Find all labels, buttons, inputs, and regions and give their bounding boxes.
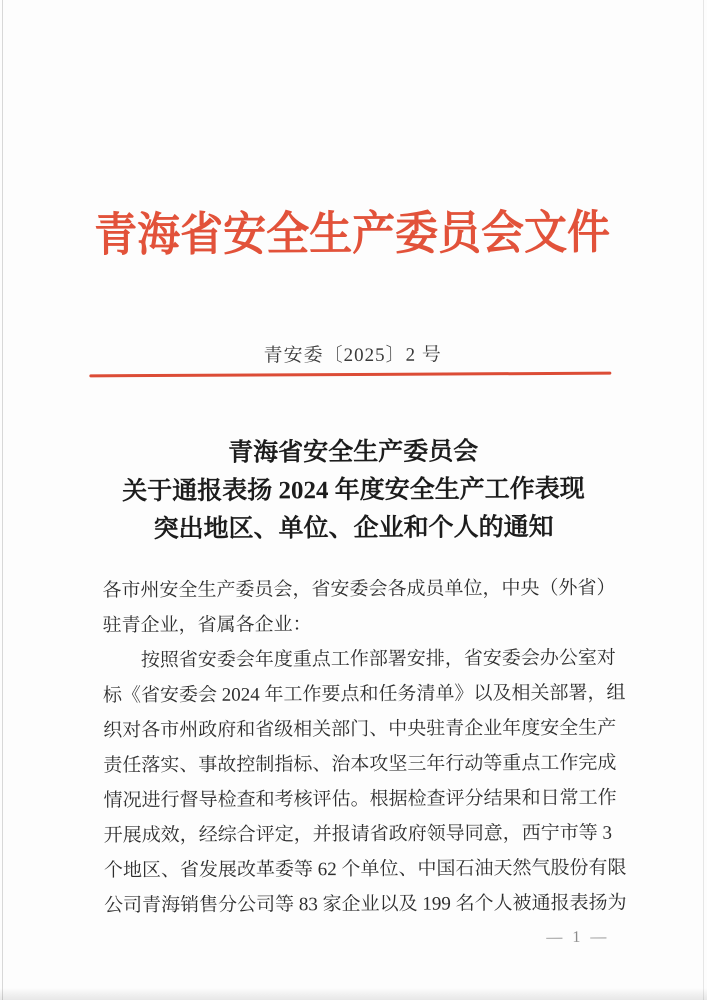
document-title-line-3: 突出地区、单位、企业和个人的通知: [153, 513, 554, 544]
body-line: 责任落实、事故控制指标、治本攻坚三年行动等重点工作完成: [103, 752, 617, 777]
page-number: — 1 —: [546, 928, 610, 946]
red-divider-line: [89, 372, 611, 378]
body-line: 驻青企业，省属各企业：: [102, 614, 312, 637]
scan-edge-right: [703, 0, 704, 1000]
red-header-agency-title: 青海省安全生产委员会文件: [93, 208, 611, 262]
document-title-line-1: 青海省安全生产委员会: [228, 438, 479, 467]
body-line: 标《省安委会 2024 年工作要点和任务清单》以及相关部署，组: [102, 682, 626, 707]
body-line: 公司青海销售分公司等 83 家企业以及 199 名个人被通报表扬为: [104, 892, 627, 917]
document-body: [102, 571, 627, 924]
body-line: 各市州安全生产委员会，省安委会各成员单位，中央（外省）: [102, 577, 616, 602]
scan-edge-left: [2, 0, 3, 1000]
document-title-line-2: 关于通报表扬 2024 年度安全生产工作表现: [122, 475, 585, 506]
body-line: 个地区、省发展改革委等 62 个单位、中国石油天然气股份有限: [103, 857, 627, 882]
body-line: 织对各市州政府和省级相关部门、中央驻青企业年度安全生产: [103, 717, 617, 742]
document-number: 青安委〔2025〕2 号: [263, 344, 442, 367]
body-line: 按照省安委会年度重点工作部署安排，省安委会办公室对: [102, 647, 616, 672]
body-line: 情况进行督导检查和考核评估。根据检查评分结果和日常工作: [103, 787, 617, 812]
scan-edge-bottom: [0, 988, 707, 1000]
document-title: [0, 432, 707, 550]
body-line: 开展成效，经综合评定，并报请省政府领导同意，西宁市等 3: [103, 822, 613, 847]
